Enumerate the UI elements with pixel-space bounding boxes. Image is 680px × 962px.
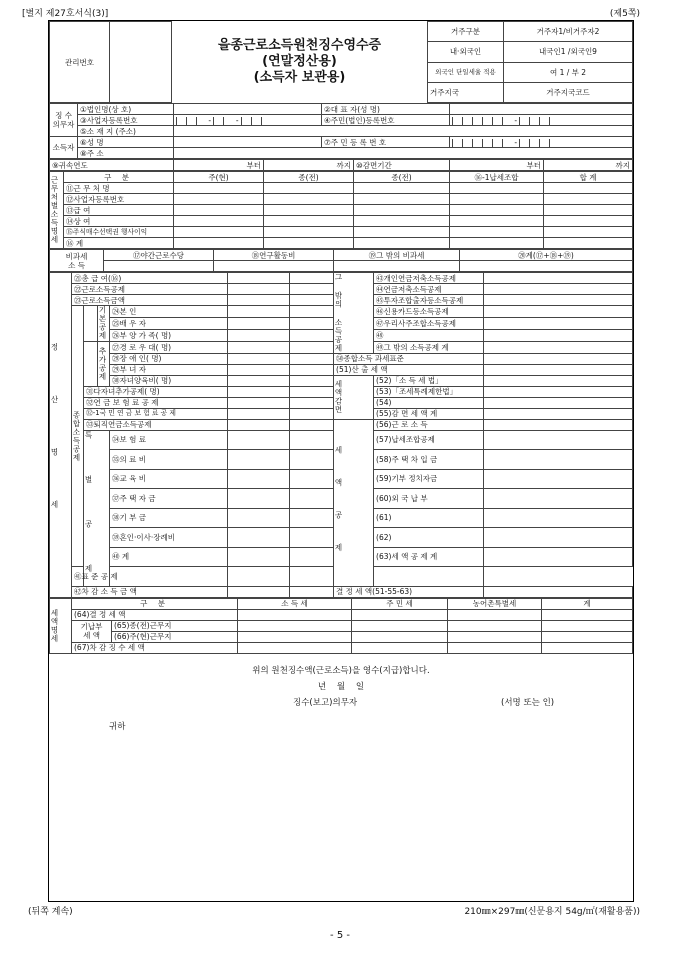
calc-cell[interactable] bbox=[228, 408, 290, 419]
representative-label: ②대 표 자(성 명) bbox=[322, 104, 450, 115]
calc-label: ㊽ bbox=[374, 330, 484, 342]
work-cell[interactable] bbox=[354, 205, 450, 216]
workplace-side-label: 근무처별소득명세 bbox=[50, 176, 59, 244]
work-row-label: ⑪근 무 처 명 bbox=[64, 183, 174, 194]
calc-cell[interactable] bbox=[228, 430, 290, 450]
work-cell[interactable] bbox=[174, 238, 264, 249]
calc-label: ㊶표 준 공 제 bbox=[72, 567, 84, 587]
flat-rate-value[interactable]: 여 1 / 부 2 bbox=[504, 62, 633, 82]
calc-label: (52)「소 득 세 법」 bbox=[374, 375, 484, 386]
calc-label: ㊴혼인·이사·장례비 bbox=[110, 528, 228, 548]
calc-label: ㊺투자조합출자등소득공제 bbox=[374, 295, 484, 306]
calc-cell[interactable] bbox=[484, 397, 633, 408]
calc-label: ㊻신용카드등소득공제 bbox=[374, 306, 484, 318]
calc-label: ㉟의 료 비 bbox=[110, 450, 228, 470]
calc-side-label: 정 산 명 세 bbox=[50, 343, 59, 527]
calc-cell[interactable] bbox=[484, 430, 633, 450]
earner-address-field[interactable] bbox=[174, 148, 633, 159]
work-cell[interactable] bbox=[544, 238, 633, 249]
work-cell[interactable] bbox=[264, 238, 354, 249]
calc-label: ㉗경 로 우 대( 명) bbox=[110, 341, 228, 353]
nontax-table bbox=[49, 249, 633, 272]
calc-label: (62) bbox=[374, 528, 484, 548]
work-cell[interactable] bbox=[354, 194, 450, 205]
calc-label: ㊿종합소득 과세표준 bbox=[334, 353, 484, 364]
calc-label: ㉒근로소득공제 bbox=[72, 284, 228, 295]
tax-cell[interactable] bbox=[352, 642, 448, 653]
work-cell[interactable] bbox=[544, 216, 633, 227]
page-label: (제5쪽) bbox=[609, 9, 640, 19]
calc-cell[interactable] bbox=[228, 528, 290, 548]
reduction-side: 세액감면 bbox=[334, 380, 344, 414]
calc-cell[interactable] bbox=[110, 567, 228, 587]
payer-earner-block bbox=[49, 103, 633, 159]
work-cell[interactable] bbox=[544, 205, 633, 216]
calc-label: (54) bbox=[374, 397, 484, 408]
work-cell[interactable] bbox=[544, 183, 633, 194]
tax-cell[interactable] bbox=[238, 642, 352, 653]
tax-header-division: 구 분 bbox=[72, 598, 238, 609]
calc-cell[interactable] bbox=[228, 567, 290, 587]
reduction-from[interactable]: 부터 bbox=[450, 160, 544, 171]
corp-name-field[interactable] bbox=[174, 104, 322, 115]
form-number: [별지 제27호서식(3)] bbox=[22, 9, 109, 19]
tax-cell[interactable] bbox=[238, 631, 352, 642]
work-cell[interactable] bbox=[354, 227, 450, 238]
calc-cell[interactable] bbox=[484, 273, 633, 284]
work-cell[interactable] bbox=[544, 227, 633, 238]
calc-cell[interactable] bbox=[484, 318, 633, 330]
calc-cell[interactable] bbox=[228, 586, 290, 597]
calc-cell[interactable] bbox=[228, 341, 290, 353]
calc-cell[interactable] bbox=[228, 547, 290, 567]
calc-cell[interactable] bbox=[290, 330, 334, 342]
calc-cell[interactable] bbox=[228, 469, 290, 489]
calc-cell[interactable] bbox=[228, 450, 290, 470]
calc-cell[interactable] bbox=[290, 430, 334, 450]
work-cell[interactable] bbox=[354, 238, 450, 249]
work-row-label: ⑬급 여 bbox=[64, 205, 174, 216]
earner-group-label: 소득자 bbox=[50, 137, 78, 159]
calc-label: ㉚자녀양육비( 명) bbox=[110, 375, 228, 386]
biz-no-field[interactable]: - - bbox=[174, 115, 322, 126]
tax-cell[interactable] bbox=[352, 631, 448, 642]
special-deduction-side: 특 별 공 제 bbox=[84, 430, 93, 586]
calc-cell[interactable] bbox=[484, 547, 633, 567]
earner-address-label: ⑧주 소 bbox=[78, 148, 174, 159]
tax-header-rural: 농어촌특별세 bbox=[448, 598, 542, 609]
withholding-agent-label: 징수(보고)의무자 bbox=[293, 697, 358, 708]
calc-cell[interactable] bbox=[290, 508, 334, 528]
calculation-table bbox=[49, 272, 633, 598]
nontax-cell[interactable] bbox=[334, 261, 460, 272]
work-cell[interactable] bbox=[174, 183, 264, 194]
nontax-cell[interactable] bbox=[104, 261, 214, 272]
calc-label: ㉙부 녀 자 bbox=[110, 364, 228, 375]
calc-label: ㉑총 급 여(⑯) bbox=[72, 273, 228, 284]
calc-cell[interactable] bbox=[484, 508, 633, 528]
calc-label: (63)세 액 공 제 계 bbox=[374, 547, 484, 567]
calc-cell[interactable] bbox=[484, 330, 633, 342]
calc-label: ㊲주 택 자 금 bbox=[110, 489, 228, 509]
reduction-period-label: ⑩감면기간 bbox=[354, 160, 450, 171]
total-deduction-side: 종합소득공제 bbox=[72, 410, 81, 462]
nontax-cell[interactable] bbox=[214, 261, 334, 272]
calc-cell[interactable] bbox=[228, 353, 290, 364]
calc-cell[interactable] bbox=[290, 586, 334, 597]
calc-cell[interactable] bbox=[228, 489, 290, 509]
calc-cell[interactable] bbox=[290, 273, 334, 284]
calc-cell[interactable] bbox=[484, 353, 633, 364]
work-cell[interactable] bbox=[174, 205, 264, 216]
calc-label: (59)기부 정치자금 bbox=[374, 469, 484, 489]
work-row-label: ⑫사업자등록번호 bbox=[64, 194, 174, 205]
calc-label: (51)산 출 세 액 bbox=[334, 364, 484, 375]
calc-cell[interactable] bbox=[290, 295, 334, 306]
tax-detail-side: 세액명세 bbox=[50, 608, 59, 643]
calc-cell[interactable] bbox=[484, 469, 633, 489]
calc-cell[interactable] bbox=[228, 295, 290, 306]
calc-cell[interactable] bbox=[290, 489, 334, 509]
period-row bbox=[49, 159, 633, 171]
calc-cell[interactable] bbox=[228, 397, 290, 408]
calc-label: (53)「조세특례제한법」 bbox=[374, 386, 484, 397]
work-row-label: ⑭상 여 bbox=[64, 216, 174, 227]
calc-cell[interactable] bbox=[290, 353, 334, 364]
paper-spec: 210㎜×297㎜(신문용지 54g/㎡(재활용품)) bbox=[464, 907, 640, 917]
work-cell[interactable] bbox=[450, 205, 544, 216]
calc-label: ㉕배 우 자 bbox=[110, 318, 228, 330]
prepaid-tax-label: 기납부 세 액 bbox=[72, 620, 112, 642]
calc-cell[interactable] bbox=[484, 284, 633, 295]
tax-cell[interactable] bbox=[542, 609, 633, 620]
calc-label: ㊹연금저축소득공제 bbox=[374, 284, 484, 295]
calc-cell[interactable] bbox=[228, 330, 290, 342]
form-subtitle: (연말정산용) bbox=[262, 54, 337, 69]
calc-label: ㊵ 계 bbox=[110, 547, 228, 567]
calc-cell[interactable] bbox=[290, 408, 334, 419]
receipt-statement: 위의 원천징수액(근로소득)을 영수(지급)합니다. bbox=[252, 665, 430, 676]
reduction-to[interactable]: 까지 bbox=[544, 160, 633, 171]
receipt-statement-area bbox=[49, 654, 633, 734]
work-header-current: 주(현) bbox=[174, 172, 264, 183]
extra-deduction-side: 추가공제 bbox=[98, 346, 107, 381]
calc-label: ㉜-1국 민 연 금 보 험 료 공 제 bbox=[84, 408, 228, 419]
calc-cell[interactable] bbox=[484, 386, 633, 397]
payer-address-field[interactable] bbox=[174, 126, 633, 137]
calc-label: (58)주 택 차 입 금 bbox=[374, 450, 484, 470]
tax-detail-table bbox=[49, 598, 633, 654]
continued-label: (뒤쪽 계속) bbox=[28, 907, 73, 917]
calc-label: (56)근 로 소 득 bbox=[374, 419, 484, 430]
nontax-label: 비과세 소 득 bbox=[50, 250, 104, 272]
earner-name-label: ⑥성 명 bbox=[78, 137, 174, 148]
country-label: 거주지국 bbox=[428, 82, 504, 102]
corp-name-label: ①법인명(상 호) bbox=[78, 104, 174, 115]
work-header-division: 구 분 bbox=[64, 172, 174, 183]
work-cell[interactable] bbox=[264, 227, 354, 238]
calc-cell[interactable] bbox=[228, 284, 290, 295]
representative-field[interactable] bbox=[450, 104, 633, 115]
calc-cell[interactable] bbox=[228, 508, 290, 528]
calc-cell[interactable] bbox=[290, 284, 334, 295]
calc-label: ㉘장 애 인( 명) bbox=[110, 353, 228, 364]
calc-cell[interactable] bbox=[484, 419, 633, 430]
tax-row-label: (67)차 감 징 수 세 액 bbox=[72, 642, 238, 653]
page-number: - 5 - bbox=[330, 930, 350, 941]
nationality-label: 내·외국인 bbox=[428, 42, 504, 62]
work-cell[interactable] bbox=[174, 227, 264, 238]
tax-cell[interactable] bbox=[448, 609, 542, 620]
work-cell[interactable] bbox=[174, 216, 264, 227]
calc-label: (60)외 국 납 부 bbox=[374, 489, 484, 509]
addressee-label: 귀하 bbox=[109, 721, 126, 732]
tax-cell[interactable] bbox=[448, 642, 542, 653]
work-header-prev1: 종(전) bbox=[264, 172, 354, 183]
calc-label: ㊷차 감 소 득 금 액 bbox=[72, 586, 228, 597]
credit-side: 세 액 공 제 bbox=[334, 446, 344, 559]
work-cell[interactable] bbox=[450, 238, 544, 249]
work-header-prev2: 종(전) bbox=[354, 172, 450, 183]
calc-label: (61) bbox=[374, 508, 484, 528]
calc-cell[interactable] bbox=[228, 419, 290, 430]
form-copy-type: (소득자 보관용) bbox=[253, 70, 346, 85]
calc-cell[interactable] bbox=[484, 306, 633, 318]
calc-label: ㊾그 밖의 소득공제 계 bbox=[374, 341, 484, 353]
calc-cell[interactable] bbox=[290, 375, 334, 386]
calc-label: ㉞보 험 료 bbox=[110, 430, 228, 450]
work-cell[interactable] bbox=[450, 183, 544, 194]
work-cell[interactable] bbox=[264, 183, 354, 194]
tax-cell[interactable] bbox=[448, 631, 542, 642]
calc-label: 결 정 세 액(51-55-63) bbox=[334, 586, 484, 597]
period-from[interactable]: 부터 bbox=[174, 160, 264, 171]
calc-cell[interactable] bbox=[290, 450, 334, 470]
earner-rrn-label: ⑦주 민 등 록 번 호 bbox=[322, 137, 450, 148]
tax-row-label: (64)결 정 세 액 bbox=[72, 609, 238, 620]
corp-no-field[interactable]: - bbox=[450, 115, 633, 126]
tax-row-label: (66)주(현)근무지 bbox=[112, 631, 238, 642]
work-header-total: 합 계 bbox=[544, 172, 633, 183]
calc-cell[interactable] bbox=[228, 386, 290, 397]
calc-cell[interactable] bbox=[290, 469, 334, 489]
tax-cell[interactable] bbox=[352, 609, 448, 620]
nontax-night: ⑰야간근로수당 bbox=[104, 250, 214, 261]
calc-cell[interactable] bbox=[484, 450, 633, 470]
work-cell[interactable] bbox=[450, 227, 544, 238]
work-row-label: ⑮주식매수선택권 행사이익 bbox=[64, 227, 174, 238]
nontax-cell[interactable] bbox=[460, 261, 633, 272]
calc-cell[interactable] bbox=[484, 586, 633, 597]
mgmt-no-label: 관리번호 bbox=[50, 22, 110, 103]
calc-cell[interactable] bbox=[228, 306, 290, 318]
work-cell[interactable] bbox=[264, 205, 354, 216]
tax-cell[interactable] bbox=[352, 620, 448, 631]
period-to[interactable]: 까지 bbox=[264, 160, 354, 171]
tax-cell[interactable] bbox=[238, 620, 352, 631]
tax-header-income: 소 득 세 bbox=[238, 598, 352, 609]
calc-cell[interactable] bbox=[484, 375, 633, 386]
tax-header-total: 계 bbox=[542, 598, 633, 609]
work-cell[interactable] bbox=[174, 194, 264, 205]
biz-no-label: ③사업자등록번호 bbox=[78, 115, 174, 126]
calc-cell[interactable] bbox=[290, 419, 334, 430]
calc-cell[interactable] bbox=[290, 386, 334, 397]
calc-cell[interactable] bbox=[484, 489, 633, 509]
country-code-label: 거주지국코드 bbox=[504, 82, 633, 102]
calc-cell[interactable] bbox=[290, 397, 334, 408]
earner-name-field[interactable] bbox=[174, 137, 322, 148]
payer-address-label: ⑤소 재 지 (주소) bbox=[78, 126, 174, 137]
basic-deduction-side: 기본공제 bbox=[98, 306, 107, 341]
work-cell[interactable] bbox=[264, 194, 354, 205]
work-row-label: ⑯ 계 bbox=[64, 238, 174, 249]
calc-cell[interactable] bbox=[290, 341, 334, 353]
other-deduction-side: 그 밖의 소득공제 bbox=[334, 273, 344, 353]
residence-type-value[interactable]: 거주자1/비거주자2 bbox=[504, 22, 633, 42]
work-cell[interactable] bbox=[450, 216, 544, 227]
tax-cell[interactable] bbox=[542, 642, 633, 653]
calc-cell[interactable] bbox=[484, 408, 633, 419]
calc-label: ㉛다자녀추가공제( 명) bbox=[84, 386, 228, 397]
calc-label: ㉝퇴직연금소득공제 bbox=[84, 419, 228, 430]
mgmt-no-field[interactable] bbox=[110, 22, 172, 103]
tax-cell[interactable] bbox=[542, 620, 633, 631]
receipt-date[interactable]: 년 월 일 bbox=[317, 681, 365, 692]
calc-cell[interactable] bbox=[290, 528, 334, 548]
top-block bbox=[49, 21, 633, 103]
calc-label: ㉖부 양 가 족( 명) bbox=[110, 330, 228, 342]
tax-cell[interactable] bbox=[542, 631, 633, 642]
calc-label: ㉜연 금 보 험 료 공 제 bbox=[84, 397, 228, 408]
calc-label: ㉔본 인 bbox=[110, 306, 228, 318]
work-header-union: ⑯-1납세조합 bbox=[450, 172, 544, 183]
residence-type-label: 거주구분 bbox=[428, 22, 504, 42]
calc-label: ㊼우리사주조합소득공제 bbox=[374, 318, 484, 330]
tax-header-resident: 주 민 세 bbox=[352, 598, 448, 609]
earner-rrn-field[interactable]: - bbox=[450, 137, 633, 148]
calc-label: (55)감 면 세 액 계 bbox=[374, 408, 484, 419]
calc-cell[interactable] bbox=[484, 364, 633, 375]
calc-label: (57)납세조합공제 bbox=[374, 430, 484, 450]
calc-label: ㊳기 부 금 bbox=[110, 508, 228, 528]
calc-cell[interactable] bbox=[228, 364, 290, 375]
work-cell[interactable] bbox=[450, 194, 544, 205]
belong-year-label: ⑨귀속연도 bbox=[50, 160, 174, 171]
calc-cell[interactable] bbox=[228, 375, 290, 386]
calc-cell[interactable] bbox=[290, 547, 334, 567]
calc-label: ㉓근로소득금액 bbox=[72, 295, 228, 306]
calc-cell[interactable] bbox=[290, 306, 334, 318]
signature-field[interactable]: (서명 또는 인) bbox=[501, 697, 555, 708]
nontax-research: ⑱연구활동비 bbox=[214, 250, 334, 261]
form-sheet bbox=[48, 20, 634, 902]
calc-label: ㊸개인연금저축소득공제 bbox=[374, 273, 484, 284]
nationality-value[interactable]: 내국인1 /외국인9 bbox=[504, 42, 633, 62]
calc-cell[interactable] bbox=[228, 318, 290, 330]
tax-cell[interactable] bbox=[238, 609, 352, 620]
work-cell[interactable] bbox=[354, 183, 450, 194]
tax-cell[interactable] bbox=[448, 620, 542, 631]
workplace-income-table bbox=[49, 171, 633, 249]
corp-no-label: ④주민(법인)등록번호 bbox=[322, 115, 450, 126]
flat-rate-label: 외국인 단일세율 적용 bbox=[428, 62, 504, 82]
work-cell[interactable] bbox=[264, 216, 354, 227]
work-cell[interactable] bbox=[354, 216, 450, 227]
calc-cell[interactable] bbox=[290, 318, 334, 330]
calc-cell[interactable] bbox=[484, 295, 633, 306]
calc-cell[interactable] bbox=[290, 364, 334, 375]
calc-cell[interactable] bbox=[228, 273, 290, 284]
nontax-total: ⑳계(⑰+⑱+⑲) bbox=[460, 250, 633, 261]
tax-row-label: (65)종(전)근무지 bbox=[112, 620, 238, 631]
calc-cell[interactable] bbox=[484, 341, 633, 353]
form-title: 을종근로소득원천징수영수증 bbox=[217, 38, 382, 53]
payer-group-label: 징 수 의무자 bbox=[50, 104, 78, 137]
work-cell[interactable] bbox=[544, 194, 633, 205]
nontax-other: ⑲그 밖의 비과세 bbox=[334, 250, 460, 261]
calc-label: ㊱교 육 비 bbox=[110, 469, 228, 489]
calc-cell[interactable] bbox=[484, 528, 633, 548]
